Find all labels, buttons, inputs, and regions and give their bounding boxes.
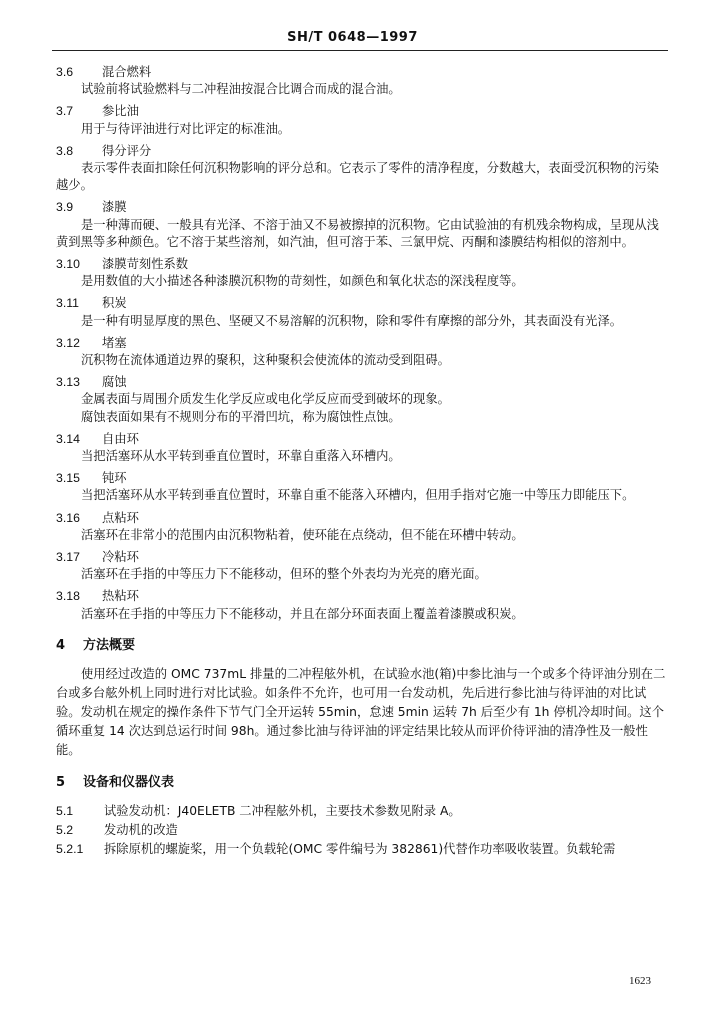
term-number: 3.8 [56, 143, 74, 158]
header-rule [52, 50, 668, 51]
term-definition: 沉积物在流体通道边界的聚积，这种聚积会使流体的流动受到阻碍。 [81, 353, 450, 368]
term-number: 3.10 [56, 257, 80, 272]
subsection-number: 5.2.1 [56, 841, 84, 856]
term-title: 冷粘环 [102, 550, 139, 565]
subsection-item [56, 822, 668, 839]
section-number: 4 [56, 637, 66, 653]
term-heading [56, 470, 668, 487]
term-heading [56, 143, 668, 160]
term-entry [56, 64, 668, 98]
term-entry [56, 295, 668, 329]
term-entry [56, 588, 668, 622]
term-definition: 活塞环在手指的中等压力下不能移动，但环的整个外表均为光亮的磨光面。 [81, 567, 487, 582]
term-number: 3.6 [56, 65, 74, 79]
term-entry [56, 470, 668, 504]
term-heading [56, 510, 668, 527]
subsection-text: 拆除原机的螺旋桨，用一个负载轮(OMC 零件编号为 382861)代替作功率吸收装置。负载轮需 [104, 841, 616, 856]
section-5-heading [56, 774, 668, 792]
term-number: 3.17 [56, 550, 80, 565]
term-number: 3.14 [56, 431, 80, 446]
term-definition: 当把活塞环从水平转到垂直位置时，环靠自重不能落入环槽内，但用手指对它施一中等压力即能压下。 [81, 488, 635, 503]
term-number: 3.16 [56, 510, 80, 525]
document-body [56, 64, 668, 860]
term-heading [56, 295, 668, 312]
subsection-text: 试验发动机：J40ELETB 二冲程舷外机，主要技术参数见附录 A。 [104, 803, 461, 818]
term-entry [56, 256, 668, 290]
term-number: 3.12 [56, 335, 80, 350]
term-entry [56, 103, 668, 137]
term-title: 积炭 [102, 296, 127, 311]
term-definition: 用于与待评油进行对比评定的标准油。 [81, 121, 291, 136]
term-entry [56, 335, 668, 369]
term-definition: 当把活塞环从水平转到垂直位置时，环靠自重落入环槽内。 [81, 449, 401, 464]
term-definition: 金属表面与周围介质发生化学反应或电化学反应而受到破坏的现象。 [81, 392, 450, 407]
term-number: 3.18 [56, 589, 80, 604]
standard-header: SH/T 0648—1997 [287, 30, 418, 45]
subsection-item [56, 841, 668, 858]
term-heading [56, 64, 668, 81]
section-number: 5 [56, 775, 66, 791]
term-heading [56, 549, 668, 566]
term-heading [56, 199, 668, 216]
term-definition: 腐蚀表面如果有不规则分布的平滑凹坑，称为腐蚀性点蚀。 [81, 409, 401, 424]
section-title: 方法概要 [83, 637, 136, 653]
term-definition: 是一种有明显厚度的黑色、坚硬又不易溶解的沉积物，除和零件有摩擦的部分外，其表面没有光泽。 [81, 313, 623, 328]
term-title: 自由环 [102, 431, 139, 446]
term-definition: 是一种薄而硬、一般具有光泽、不溶于油又不易被擦掉的沉积物。它由试验油的有机残余物构成，呈现从浅黄到黑等多种颜色。它不溶于某些溶剂，如汽油，但可溶于苯、三氯甲烷、丙酮和漆膜结构相似的溶剂中。 [56, 217, 659, 249]
term-title: 漆膜 [102, 200, 127, 215]
term-entry [56, 199, 668, 251]
subsection-number: 5.2 [56, 822, 74, 837]
term-number: 3.7 [56, 104, 74, 119]
term-title: 点粘环 [102, 510, 139, 525]
term-definition: 活塞环在非常小的范围内由沉积物粘着，使环能在点绕动，但不能在环槽中转动。 [81, 527, 524, 542]
term-number: 3.15 [56, 471, 80, 486]
term-entry [56, 510, 668, 544]
section-4-heading [56, 637, 668, 655]
term-definition: 试验前将试验燃料与二冲程油按混合比调合而成的混合油。 [81, 82, 401, 97]
term-heading [56, 374, 668, 391]
term-title: 腐蚀 [102, 375, 127, 390]
term-heading [56, 431, 668, 448]
term-heading [56, 588, 668, 605]
term-heading [56, 103, 668, 120]
term-title: 得分评分 [102, 143, 152, 158]
term-definition: 活塞环在手指的中等压力下不能移动，并且在部分环面表面上覆盖着漆膜或积炭。 [81, 606, 524, 621]
term-definition: 是用数值的大小描述各种漆膜沉积物的苛刻性，如颜色和氧化状态的深浅程度等。 [81, 274, 524, 289]
section-5-items [56, 803, 668, 859]
subsection-text: 发动机的改造 [104, 822, 178, 837]
term-title: 漆膜苛刻性系数 [102, 257, 189, 272]
term-title: 热粘环 [102, 589, 139, 604]
term-title: 混合燃料 [102, 65, 152, 79]
terms-list [56, 64, 668, 623]
term-number: 3.13 [56, 375, 80, 390]
section-title: 设备和仪器仪表 [83, 775, 175, 791]
term-title: 钝环 [102, 471, 127, 486]
section-4-paragraph: 使用经过改造的 OMC 737mL 排量的二冲程舷外机，在试验水池(箱)中参比油与一个或多个待评油分别在二台或多台舷外机上同时进行对比试验。如条件不允许，也可用一台发动机，先后进行参比油与待评油的对比试验。发动机在规定的操作条件下节气门全开运转 55min，怠速 5min 运转 7h 后至少有 1h 停机冷却时间。这个循环重复 14 次达到总运行时间 98h。通过参比油与待评油的评定结果比较从而评价待评油的清净性及一般性能。 [56, 667, 666, 758]
term-entry [56, 374, 668, 426]
term-definition: 表示零件表面扣除任何沉积物影响的评分总和。它表示了零件的清净程度，分数越大，表面受沉积物的污染越少。 [56, 161, 659, 193]
subsection-item [56, 803, 668, 820]
subsection-number: 5.1 [56, 803, 74, 818]
term-number: 3.11 [56, 296, 80, 311]
term-heading [56, 256, 668, 273]
term-entry [56, 549, 668, 583]
term-entry [56, 431, 668, 465]
term-entry [56, 143, 668, 195]
term-title: 参比油 [102, 104, 139, 119]
term-number: 3.9 [56, 200, 74, 215]
term-heading [56, 335, 668, 352]
page-number: 1623 [629, 975, 651, 987]
term-title: 堵塞 [102, 335, 127, 350]
